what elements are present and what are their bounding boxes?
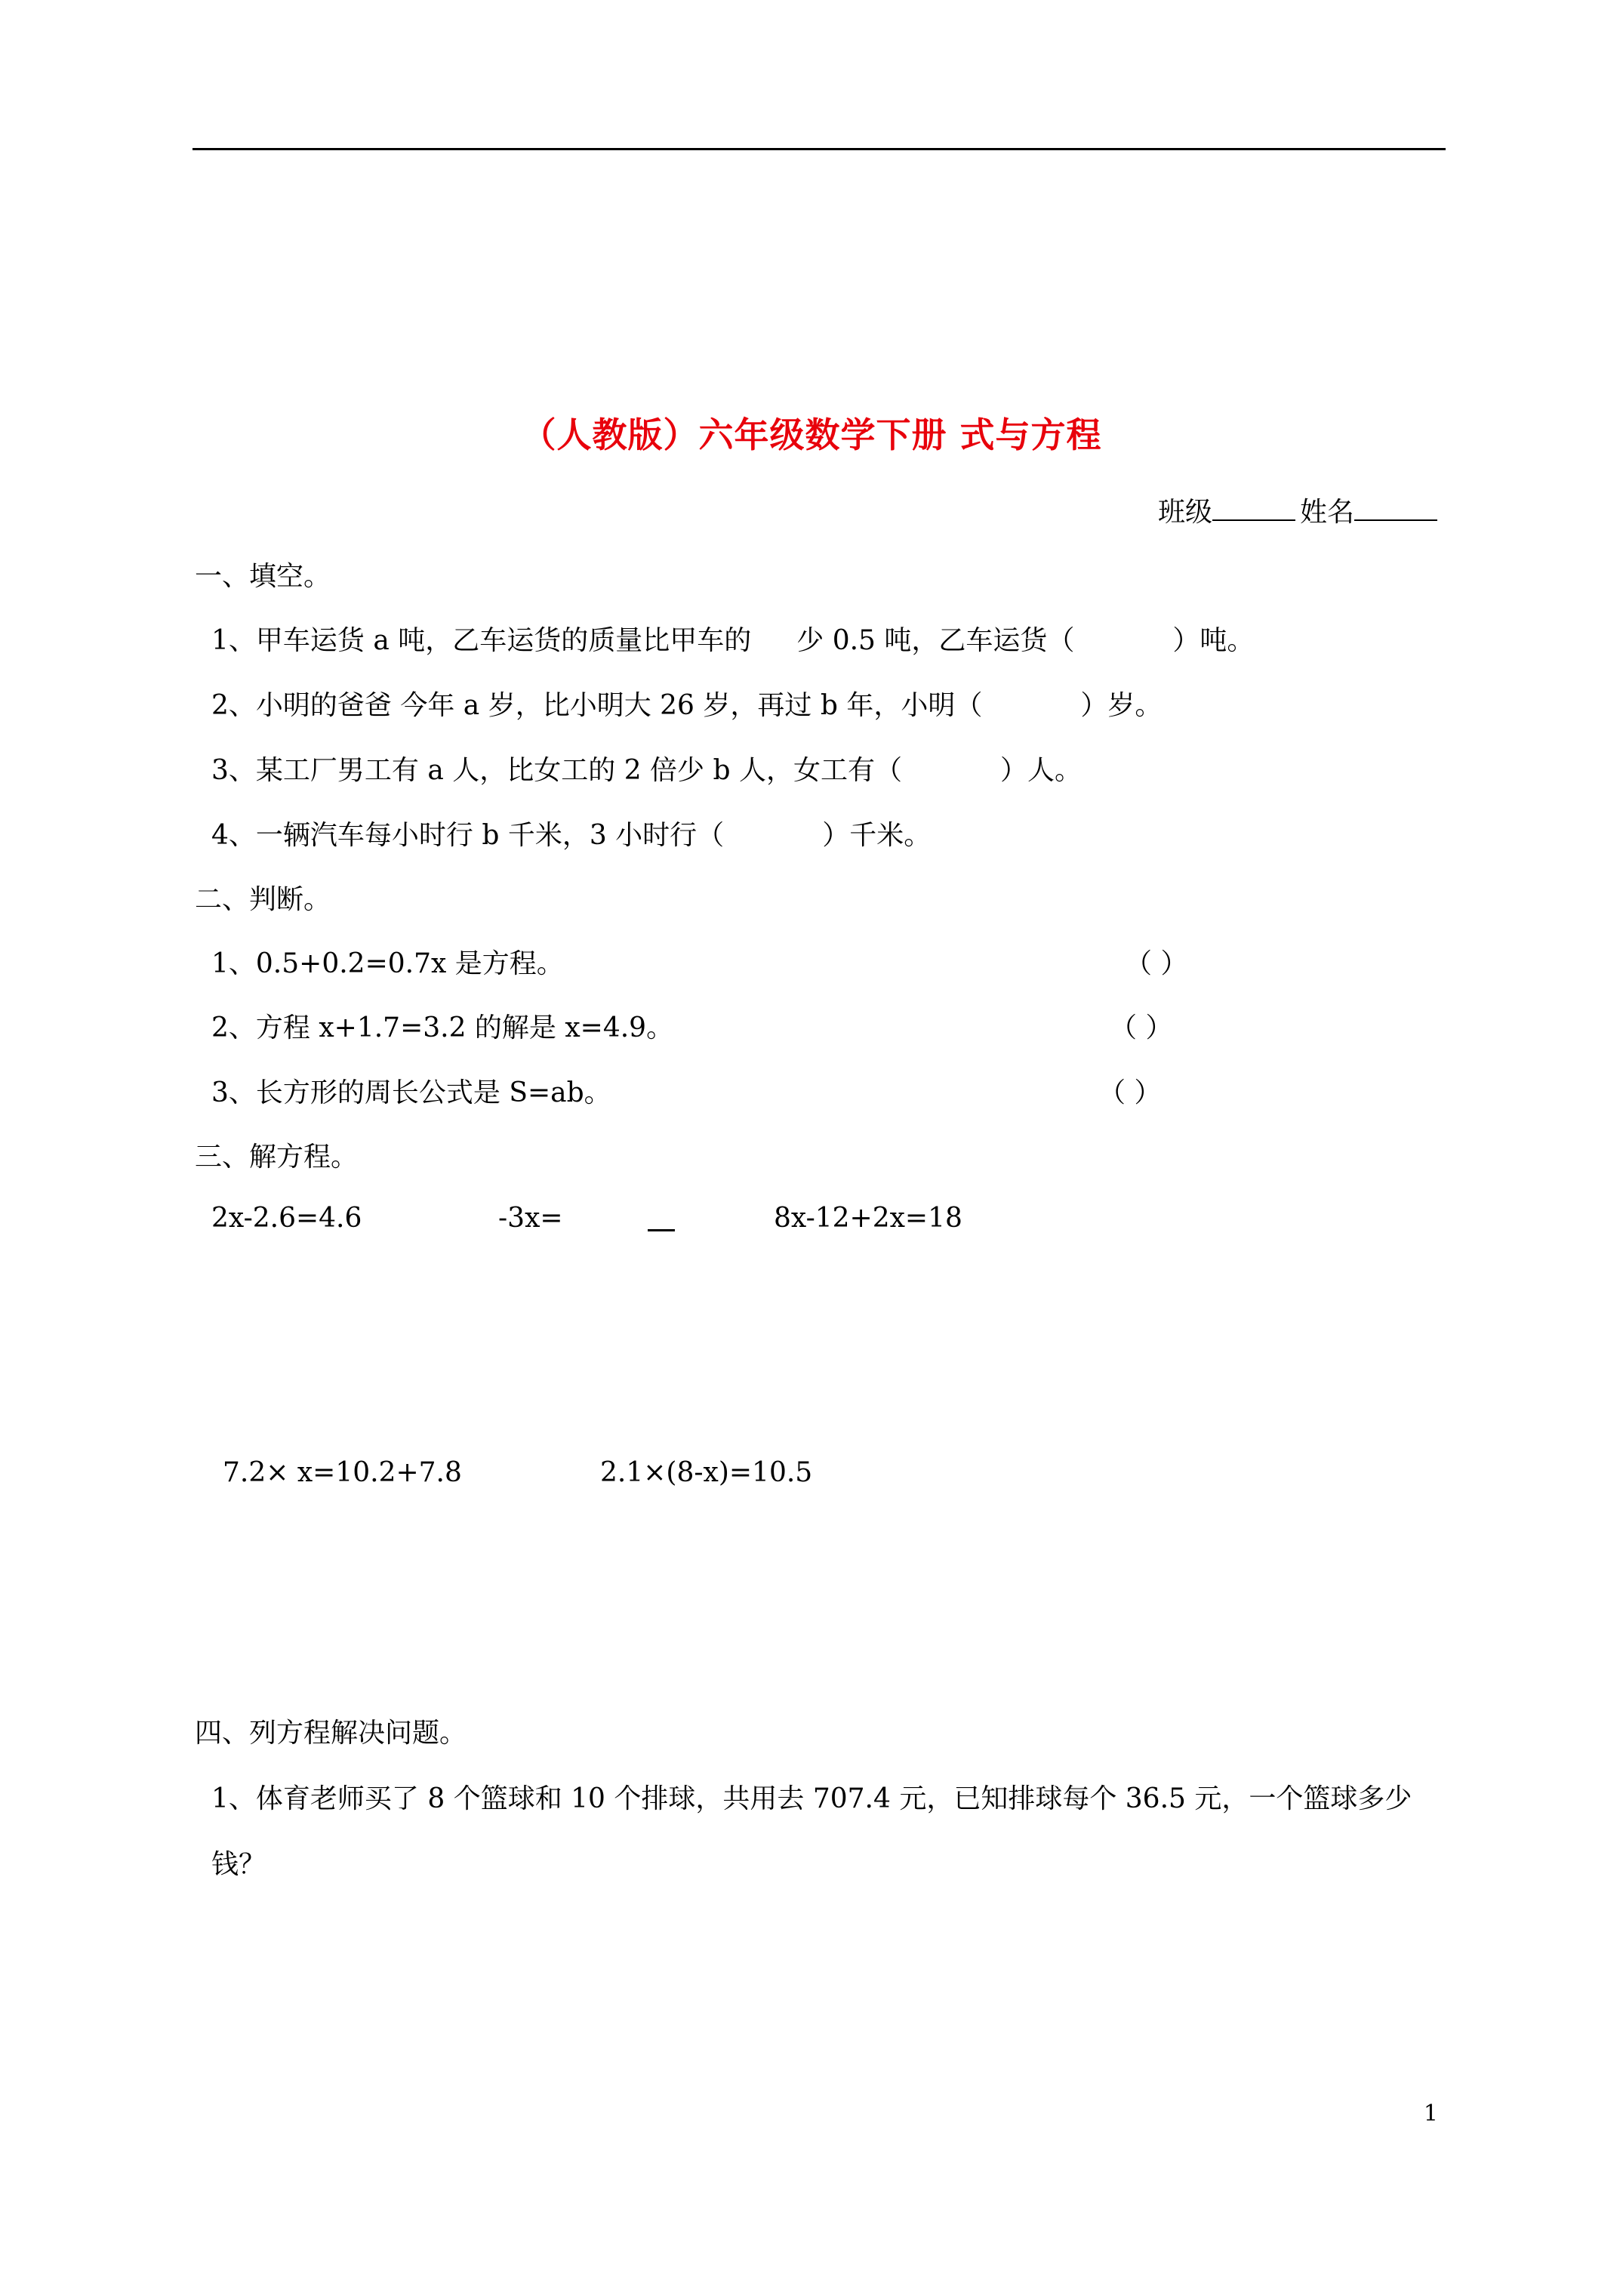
equation-2: -3x= (498, 1203, 563, 1234)
student-info (1158, 491, 1442, 529)
fill-item-4-before: 4、一辆汽车每小时行 b 千米，3 小时行（ (211, 820, 725, 851)
equation-5: 2.1×(8-x)=10.5 (600, 1457, 813, 1488)
judge-item-1: 1、0.5+0.2=0.7x 是方程。 (211, 948, 564, 979)
fill-item-1-before: 1、甲车运货 a 吨，乙车运货的质量比甲车的 (211, 625, 752, 656)
fill-item-1-after: ）吨。 (1172, 625, 1255, 656)
class-label: 班级 (1157, 497, 1212, 528)
fraction-bar (648, 1229, 675, 1231)
judge-item-2: 2、方程 x+1.7=3.2 的解是 x=4.9。 (211, 1012, 674, 1043)
judge-item-2-answer[interactable]: （ ） (1110, 1012, 1173, 1043)
fill-item-1 (211, 619, 1254, 658)
class-blank[interactable] (1212, 497, 1295, 521)
fill-item-2-after: ）岁。 (1080, 690, 1163, 721)
section4-heading: 四、列方程解决问题。 (195, 1718, 467, 1749)
equation-1: 2x-2.6=4.6 (211, 1203, 362, 1234)
name-blank[interactable] (1354, 497, 1437, 521)
section2-heading: 二、判断。 (195, 884, 331, 915)
fill-item-2-before: 2、小明的爸爸 今年 a 岁，比小明大 26 岁，再过 b 年，小明（ (211, 690, 983, 721)
page-number: 1 (1423, 2100, 1438, 2127)
fill-item-3-after: ）人。 (999, 755, 1082, 786)
fill-item-3-before: 3、某工厂男工有 a 人，比女工的 2 倍少 b 人，女工有（ (211, 755, 902, 786)
judge-item-3: 3、长方形的周长公式是 S=ab。 (211, 1077, 611, 1108)
header-rule (192, 148, 1446, 150)
section1-heading: 一、填空。 (195, 561, 331, 592)
judge-item-1-answer[interactable]: （ ） (1125, 948, 1188, 979)
fill-item-3 (211, 749, 1082, 787)
equation-3: 8x-12+2x=18 (774, 1203, 962, 1234)
fill-item-4 (211, 814, 931, 852)
fill-item-2 (211, 684, 1162, 723)
judge-item-3-answer[interactable]: （ ） (1098, 1077, 1162, 1108)
equation-4: 7.2× x=10.2+7.8 (223, 1457, 462, 1488)
page-title: （人教版）六年级数学下册 式与方程 (521, 415, 1102, 455)
fill-item-1-mid: 少 0.5 吨，乙车运货（ (796, 625, 1075, 656)
section3-heading: 三、解方程。 (195, 1142, 359, 1173)
problem-1-line2: 钱？ (211, 1849, 266, 1880)
name-label: 姓名 (1299, 497, 1354, 528)
problem-1-line1: 1、体育老师买了 8 个篮球和 10 个排球，共用去 707.4 元，已知排球每个 36.5 元，一个篮球多少 (211, 1783, 1412, 1814)
fill-item-4-after: ）千米。 (822, 820, 932, 851)
